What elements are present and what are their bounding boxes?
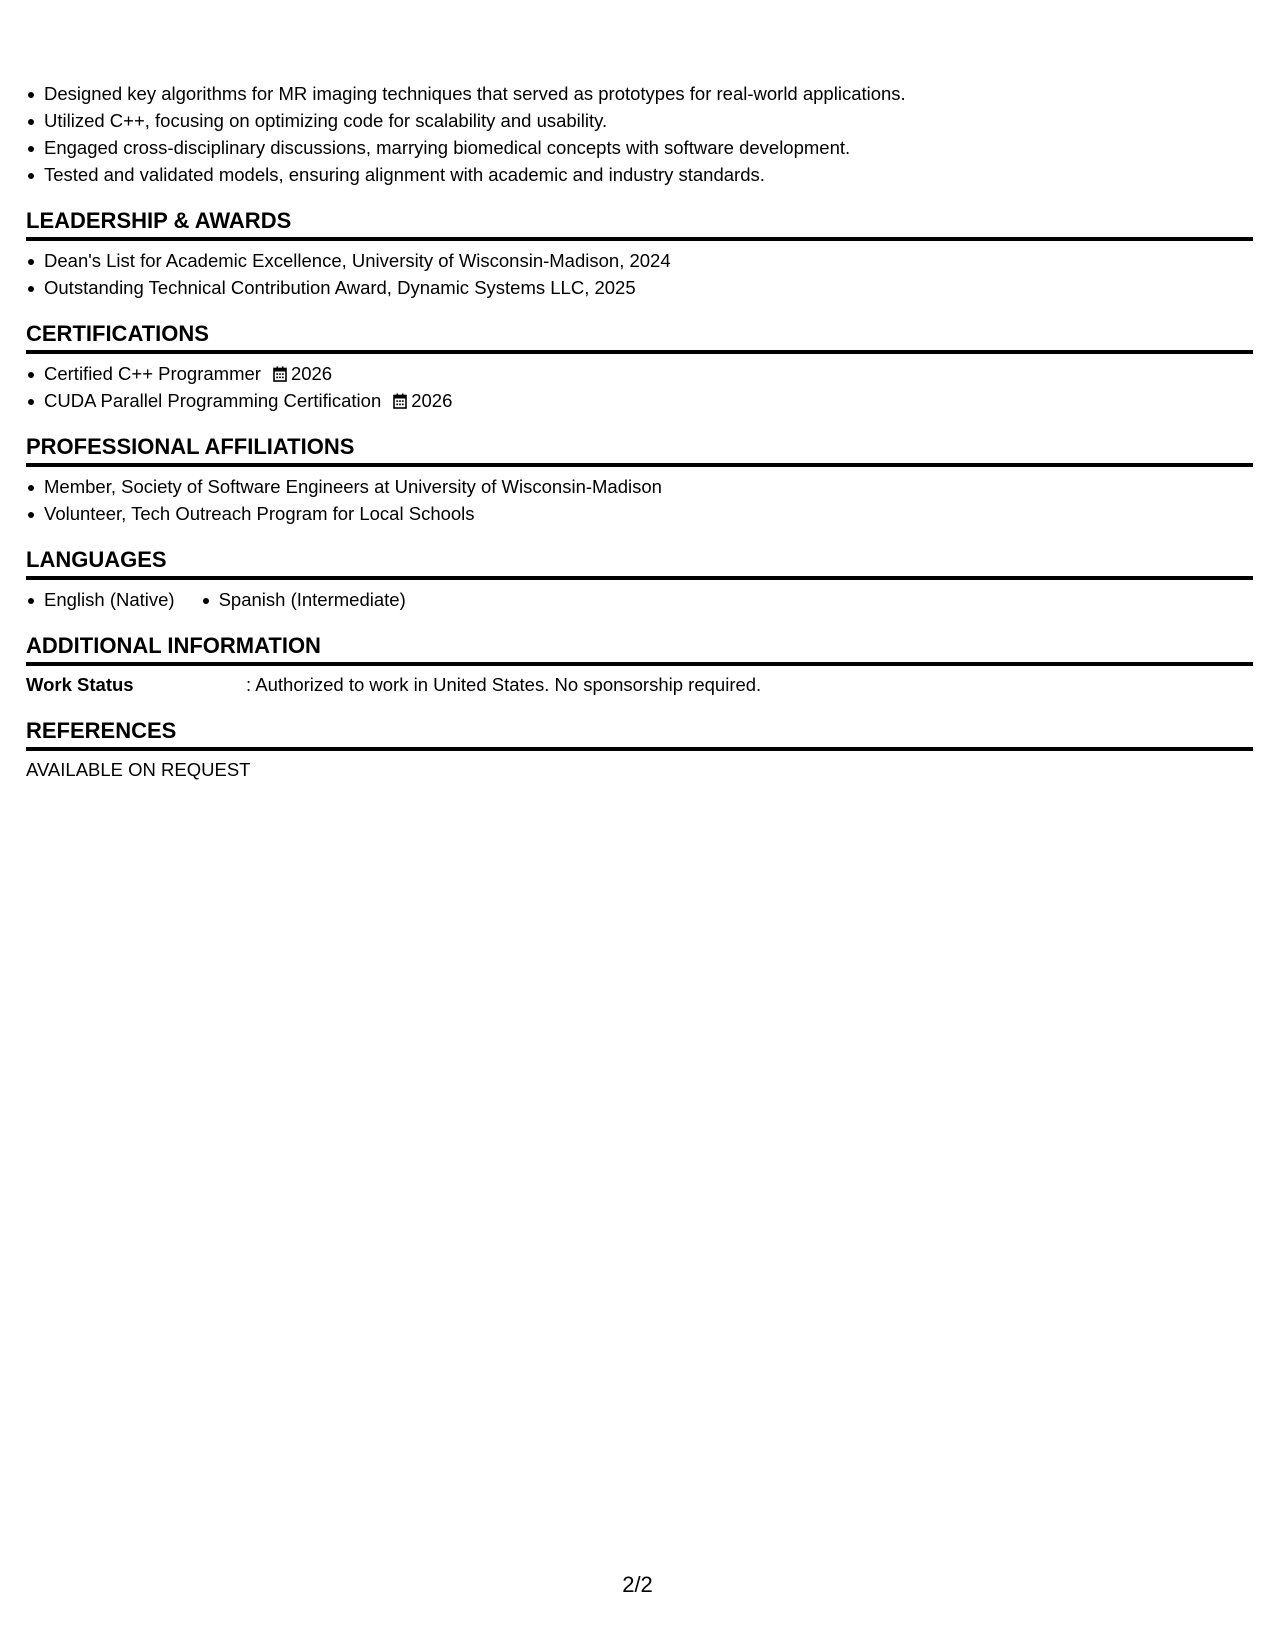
resume-page [26,80,1253,783]
experience-bullets [26,80,1253,188]
language-item: English (Native) [26,586,175,613]
list-item: Member, Society of Software Engineers at University of Wisconsin-Madison [26,473,1253,500]
list-item: Dean's List for Academic Excellence, University of Wisconsin-Madison, 2024 [26,247,1253,274]
language-item: Spanish (Intermediate) [201,586,406,613]
list-item: Engaged cross-disciplinary discussions, marrying biomedical concepts with software development. [26,134,1253,161]
certification-item [26,387,1253,414]
work-status-label: Work Status [26,674,134,695]
certification-year: 2026 [411,390,453,411]
list-item: Designed key algorithms for MR imaging techniques that served as prototypes for real-world applications. [26,80,1253,107]
section-heading-affiliations: PROFESSIONAL AFFILIATIONS [26,433,1253,467]
section-heading-languages: LANGUAGES [26,546,1253,580]
certification-name: CUDA Parallel Programming Certification [44,390,382,411]
section-heading-certifications: CERTIFICATIONS [26,320,1253,354]
list-item: Utilized C++, focusing on optimizing code for scalability and usability. [26,107,1253,134]
list-item: Tested and validated models, ensuring alignment with academic and industry standards. [26,161,1253,188]
list-item: Volunteer, Tech Outreach Program for Local Schools [26,500,1253,527]
leadership-list [26,247,1253,301]
calendar-icon [273,366,287,382]
languages-list [26,586,1253,613]
work-status-value: : Authorized to work in United States. No sponsorship required. [246,674,762,695]
certification-item [26,360,1253,387]
section-heading-leadership: LEADERSHIP & AWARDS [26,207,1253,241]
page-number: 2/2 [622,1572,653,1597]
references-text: AVAILABLE ON REQUEST [26,759,251,780]
affiliations-list [26,473,1253,527]
list-item: Outstanding Technical Contribution Award, Dynamic Systems LLC, 2025 [26,274,1253,301]
certifications-list [26,360,1253,414]
section-heading-additional-information: ADDITIONAL INFORMATION [26,632,1253,666]
calendar-icon [393,393,407,409]
certification-year: 2026 [290,363,333,384]
work-status-row [26,672,1253,698]
section-heading-references: REFERENCES [26,717,1253,751]
certification-name: Certified C++ Programmer [44,363,261,384]
